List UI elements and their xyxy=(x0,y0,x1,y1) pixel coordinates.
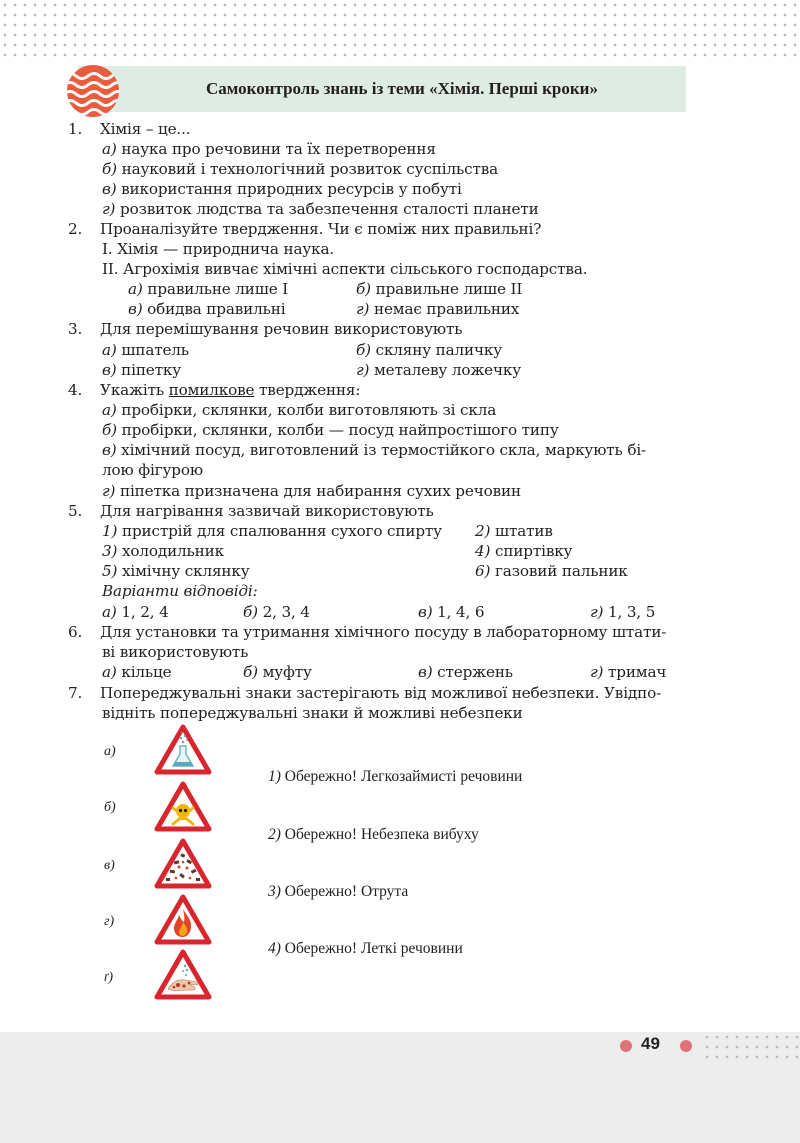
wavy-badge-icon xyxy=(66,64,120,118)
answer-option: б) 2, 3, 4 xyxy=(243,603,310,621)
sign-label-g: ґ) xyxy=(104,970,114,985)
question-number: 2. xyxy=(68,220,83,238)
danger-item-1: 1) Обережно! Легкозаймисті речовини xyxy=(268,768,523,785)
question-text: Проаналізуйте твердження. Чи є поміж них правильні? xyxy=(100,220,542,238)
question-text: Для установки та утримання хімічного посуду в лабораторному штати- xyxy=(100,623,667,641)
answer-option: г) 1, 3, 5 xyxy=(590,603,656,621)
flame-icon xyxy=(154,894,212,946)
question-text-continuation: ві використовують xyxy=(102,643,249,661)
page-number: 49 xyxy=(641,1034,660,1053)
answer-option: г) металеву ложечку xyxy=(356,361,522,379)
answer-option: в) 1, 4, 6 xyxy=(418,603,485,621)
question-number: 3. xyxy=(68,320,83,338)
sign-label-v: в) xyxy=(104,858,115,873)
answer-option: а) кільце xyxy=(102,663,172,681)
page-dot-left-icon xyxy=(620,1040,632,1052)
question-number: 1. xyxy=(68,120,83,138)
item-option: 5) хімічну склянку xyxy=(102,562,250,580)
corrosive-hand-icon xyxy=(154,949,212,1001)
explosion-icon xyxy=(154,838,212,890)
answer-option: г) тримач xyxy=(590,663,667,681)
danger-item-4: 4) Обережно! Леткі речовини xyxy=(268,940,463,957)
answer-option: а) 1, 2, 4 xyxy=(102,603,169,621)
decorative-dot-grid-top xyxy=(0,0,800,62)
decorative-dot-grid-footer xyxy=(702,1032,800,1058)
question-text: Укажіть помилкове твердження: xyxy=(100,381,361,399)
sign-label-a: а) xyxy=(104,744,116,759)
answer-option: б) правильне лише ІІ xyxy=(356,280,523,298)
volatile-flask-icon xyxy=(154,724,212,776)
statement-1: І. Хімія — природнича наука. xyxy=(102,240,335,258)
answer-option: а) шпатель xyxy=(102,341,189,359)
item-option: 1) пристрій для спалювання сухого спирту xyxy=(102,522,442,540)
answer-option: г) немає правильних xyxy=(356,300,520,318)
answer-option: в) стержень xyxy=(418,663,513,681)
answer-option: а) пробірки, склянки, колби виготовляють зі скла xyxy=(102,401,497,419)
answer-option: б) пробірки, склянки, колби — посуд найпростішого типу xyxy=(102,421,559,439)
question-text: Хімія – це... xyxy=(100,120,191,138)
question-number: 6. xyxy=(68,623,83,641)
question-text-continuation: відніть попереджувальні знаки й можливі небезпеки xyxy=(102,704,523,722)
page-dot-right-icon xyxy=(680,1040,692,1052)
item-option: 3) холодильник xyxy=(102,542,224,560)
answer-option: в) використання природних ресурсів у побуті xyxy=(102,180,462,198)
item-option: 6) газовий пальник xyxy=(475,562,628,580)
statement-2: ІІ. Агрохімія вивчає хімічні аспекти сільського господарства. xyxy=(102,260,588,278)
question-number: 4. xyxy=(68,381,83,399)
item-option: 2) штатив xyxy=(475,522,553,540)
answer-option: б) науковий і технологічний розвиток суспільства xyxy=(102,160,499,178)
sign-label-b: б) xyxy=(104,800,116,815)
answer-option: а) наука про речовини та їх перетворення xyxy=(102,140,436,158)
skull-icon xyxy=(154,781,212,833)
answer-option: г) піпетка призначена для набирання сухих речовин xyxy=(102,482,521,500)
question-text: Для перемішування речовин використовують xyxy=(100,320,463,338)
answer-option: в) піпетку xyxy=(102,361,182,379)
answer-option-continuation: лою фігурою xyxy=(102,461,203,479)
sign-label-h: г) xyxy=(104,914,115,929)
page-title: Самоконтроль знань із теми «Хімія. Перші кроки» xyxy=(206,79,598,98)
danger-item-3: 3) Обережно! Отрута xyxy=(268,883,409,900)
answer-option: а) правильне лише І xyxy=(128,280,289,298)
answer-option: б) муфту xyxy=(243,663,312,681)
item-option: 4) спиртівку xyxy=(475,542,573,560)
answer-option: в) хімічний посуд, виготовлений із термостійкого скла, маркують бі- xyxy=(102,441,647,459)
answer-option: г) розвиток людства та забезпечення сталості планети xyxy=(102,200,539,218)
question-number: 5. xyxy=(68,502,83,520)
question-number: 7. xyxy=(68,684,83,702)
variants-heading: Варіанти відповіді: xyxy=(102,582,258,600)
answer-option: б) скляну паличку xyxy=(356,341,503,359)
question-text: Для нагрівання зазвичай використовують xyxy=(100,502,434,520)
danger-item-2: 2) Обережно! Небезпека вибуху xyxy=(268,826,479,843)
answer-option: в) обидва правильні xyxy=(128,300,286,318)
question-text: Попереджувальні знаки застерігають від можливої небезпеки. Увідпо- xyxy=(100,684,662,702)
